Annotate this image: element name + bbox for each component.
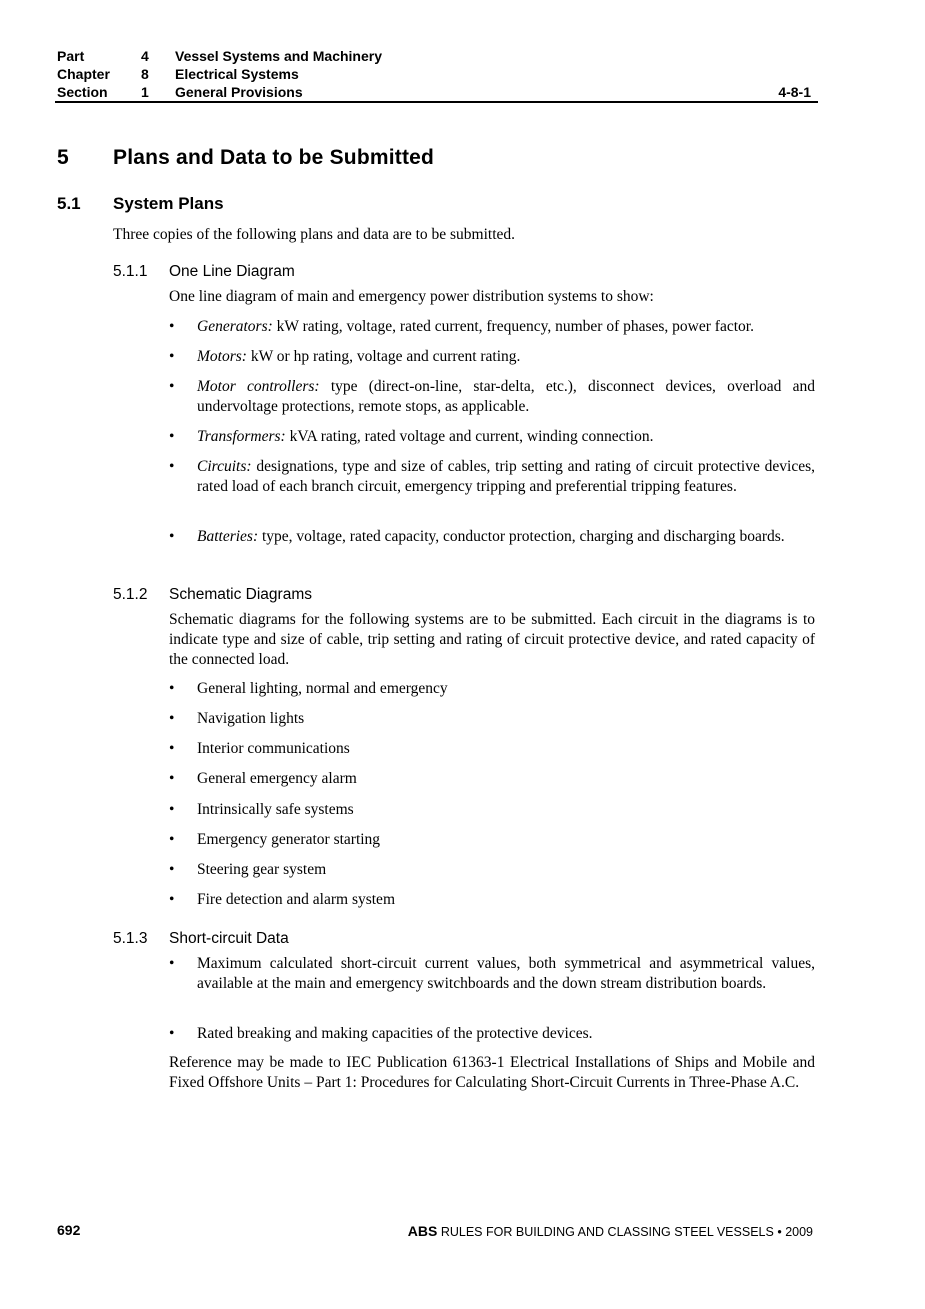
list-item-lead: Motor controllers: [197,378,320,395]
bullet-icon: • [169,348,175,365]
paragraph-intro-512: Schematic diagrams for the following systems are to be submitted. Each circuit in the diagrams is to indicate type and size of cable, trip setting and rating of circuit protective device, and rated capacity of the connected load. [169,611,815,668]
header-part-row [57,47,817,65]
list-item [169,457,815,497]
bullet-icon: • [169,861,175,878]
running-header [57,47,817,101]
bullet-icon: • [169,1025,175,1042]
list-item-text: Interior communications [197,740,350,757]
list-item [169,860,815,880]
header-chapter-row [57,65,817,83]
list-item-text: General emergency alarm [197,770,357,787]
list-item-text: kW or hp rating, voltage and current rating. [246,348,521,365]
bullet-icon: • [169,528,175,545]
paragraph-intro-511: One line diagram of main and emergency power distribution systems to show: [169,288,654,305]
subsection-number: 5.1 [57,194,81,213]
subsection-intro: Three copies of the following plans and data are to be submitted. [113,226,516,243]
paragraph-title-513: Short-circuit Data [169,930,289,947]
header-rule-code: 4-8-1 [778,84,811,100]
list-item-text: kW rating, voltage, rated current, frequency, number of phases, power factor. [272,318,754,335]
header-section-row [57,83,817,101]
list-item-text: Emergency generator starting [197,831,381,848]
paragraph-title-511: One Line Diagram [169,263,295,280]
list-item-text: Fire detection and alarm system [197,891,395,908]
header-chapter-title: Electrical Systems [175,66,299,82]
list-item [169,739,815,759]
abs-logo: ABS [407,1223,438,1239]
header-section-title: General Provisions [175,84,303,100]
section-number: 5 [57,146,69,169]
bullet-icon: • [169,378,175,395]
publication-year: 2009 [785,1225,813,1239]
header-part-number: 4 [141,48,149,64]
bullet-icon: • [169,740,175,757]
bullet-icon: • [169,318,175,335]
list-item [169,1024,815,1044]
bullet-icon: • [169,710,175,727]
paragraph-title-512: Schematic Diagrams [169,586,312,603]
list-item [169,317,815,337]
paragraph-number-511: 5.1.1 [113,263,148,280]
list-item-text: Navigation lights [197,710,305,727]
paragraph-number-512: 5.1.2 [113,586,148,603]
bullet-icon: • [169,801,175,818]
list-item-text: type, voltage, rated capacity, conductor protection, charging and discharging boards. [258,528,785,545]
list-item [169,830,815,850]
list-item-text: designations, type and size of cables, trip setting and rating of circuit protective devices, rated load of each branch circuit, emergency tripping and preferential tripping features. [197,458,815,495]
bullet-icon: • [169,891,175,908]
list-item-text: Rated breaking and making capacities of the protective devices. [197,1025,593,1042]
list-item [169,709,815,729]
header-chapter-label: Chapter [57,66,110,82]
header-section-label: Section [57,84,108,100]
list-item [169,427,815,447]
bullet-icon: • [169,831,175,848]
publication-title: RULES FOR BUILDING AND CLASSING STEEL VESSELS [440,1225,774,1239]
bullet-icon: • [169,458,175,475]
list-item-text: Maximum calculated short-circuit current values, both symmetrical and asymmetrical values, available at the main and emergency switchboards and the down stream distribution boards. [197,955,815,992]
list-item [169,800,815,820]
list-item-text: kVA rating, rated voltage and current, winding connection. [285,428,654,445]
list-item [169,769,815,789]
list-item-lead: Transformers: [197,428,286,445]
list-item [169,527,815,547]
header-chapter-number: 8 [141,66,149,82]
publication-footer [408,1223,813,1239]
list-item-lead: Circuits: [197,458,252,475]
list-item-text: Steering gear system [197,861,327,878]
bullet-icon: • [169,428,175,445]
bullet-icon: • [169,955,175,972]
list-item-text: General lighting, normal and emergency [197,680,448,697]
header-part-label: Part [57,48,85,64]
list-item [169,377,815,417]
list-item-text: type (direct-on-line, star-delta, etc.), disconnect devices, overload and undervoltage protections, remote stops, as applicable. [197,378,815,415]
subsection-title: System Plans [113,194,224,213]
bullet-icon: • [169,680,175,697]
list-item [169,954,815,994]
list-item-text: Intrinsically safe systems [197,801,354,818]
list-item-lead: Motors: [197,348,247,365]
list-item [169,679,815,699]
footer-separator: • [777,1225,782,1239]
section-title: Plans and Data to be Submitted [113,146,435,169]
reference-note: Reference may be made to IEC Publication 61363-1 Electrical Installations of Ships and Mobile and Fixed Offshore Units – Part 1: Procedures for Calculating Short-Circuit Currents in Three-Phase A.C. [169,1054,815,1091]
header-divider [55,101,818,103]
list-item [169,347,815,367]
paragraph-number-513: 5.1.3 [113,930,148,947]
header-section-number: 1 [141,84,149,100]
list-item-lead: Batteries: [197,528,259,545]
bullet-icon: • [169,770,175,787]
header-part-title: Vessel Systems and Machinery [175,48,382,64]
list-item [169,890,815,910]
page-number: 692 [57,1222,81,1238]
list-item-lead: Generators: [197,318,273,335]
